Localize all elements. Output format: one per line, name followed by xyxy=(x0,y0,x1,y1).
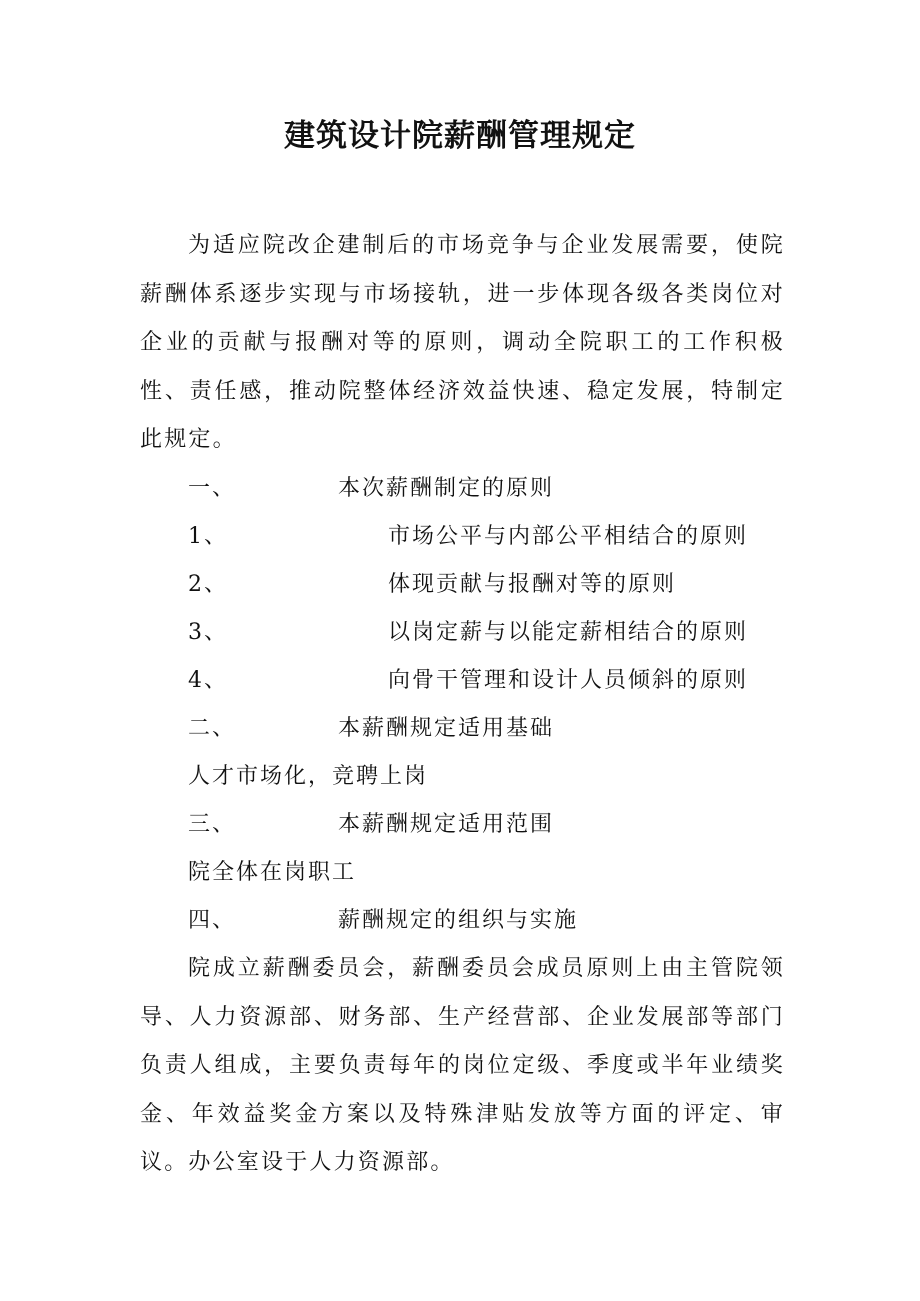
section-2-heading: 本薪酬规定适用基础 xyxy=(338,716,555,741)
item-4-text: 向骨干管理和设计人员倾斜的原则 xyxy=(388,668,749,693)
section-3-heading: 本薪酬规定适用范围 xyxy=(338,812,555,837)
section-4-heading: 薪酬规定的组织与实施 xyxy=(338,908,579,933)
section-2-body: 人才市场化，竞聘上岗 xyxy=(188,764,429,789)
item-3-text: 以岗定薪与以能定薪相结合的原则 xyxy=(388,620,749,645)
section-3-body: 院全体在岗职工 xyxy=(188,860,357,885)
section-4-number: 四、 xyxy=(188,908,237,933)
item-1-text: 市场公平与内部公平相结合的原则 xyxy=(388,524,749,549)
item-2-number: 2、 xyxy=(188,572,228,597)
section-4-body: 院成立薪酬委员会，薪酬委员会成员原则上由主管院领导、人力资源部、财务部、生产经营部、企业发展部等部门负责人组成，主要负责每年的岗位定级、季度或半年业绩奖金、年效益奖金方案以及特殊津贴发放等方面的评定、审议。办公室设于人力资源部。 xyxy=(140,956,785,1175)
document-title: 建筑设计院薪酬管理规定 xyxy=(284,118,636,154)
item-1-number: 1、 xyxy=(188,524,228,549)
item-3-number: 3、 xyxy=(188,620,228,645)
section-1-number: 一、 xyxy=(188,476,237,501)
section-3-number: 三、 xyxy=(188,812,237,837)
intro-paragraph: 为适应院改企建制后的市场竞争与企业发展需要，使院薪酬体系逐步实现与市场接轨，进一步体现各级各类岗位对企业的贡献与报酬对等的原则，调动全院职工的工作积极性、责任感，推动院整体经济效益快速、稳定发展，特制定此规定。 xyxy=(140,233,785,452)
section-1-heading: 本次薪酬制定的原则 xyxy=(338,476,555,501)
item-2-text: 体现贡献与报酬对等的原则 xyxy=(388,572,677,597)
section-2-number: 二、 xyxy=(188,716,237,741)
item-4-number: 4、 xyxy=(188,668,228,693)
